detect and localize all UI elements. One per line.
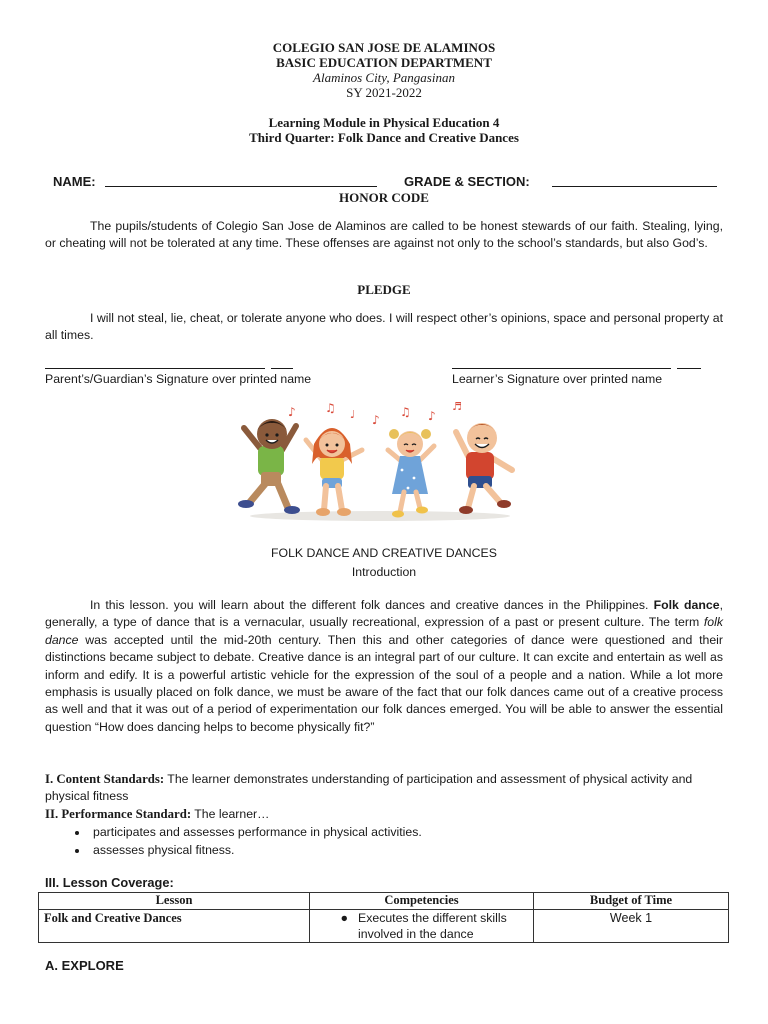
department-name: BASIC EDUCATION DEPARTMENT <box>276 55 492 70</box>
content-standards-label: I. Content Standards: <box>45 772 165 786</box>
svg-text:♬: ♬ <box>452 400 462 413</box>
explore-title: A. EXPLORE <box>45 958 124 973</box>
svg-text:♪: ♪ <box>288 405 296 419</box>
school-name: COLEGIO SAN JOSE DE ALAMINOS <box>272 40 496 55</box>
competency-item <box>310 910 528 942</box>
intro-term-italic: folk dance <box>45 615 723 647</box>
quarter-title: Third Quarter: Folk Dance and Creative Dances <box>249 130 519 145</box>
performance-standard <box>45 806 723 823</box>
intro-text-end: was accepted until the mid-20th century. Then this and other categories of dance were questioned and their distinctions became subject to debate. Creative dance is an integral part of our culture. It can excite and entertain as well as inform and edify. It is a powerful artistic vehicle for the expression of the soul of a people and a nation. While a lot more emphasis is usually placed on folk dance, we must be aware of the fact that our folk dances came out of a creative process as well and that it was out of a period of experimentation our folk dances emerged. You will be able to answer the essential question “How does dancing helps to become physically fit?” <box>45 632 723 734</box>
learner-signature-line[interactable] <box>452 368 671 369</box>
intro-subtitle: Introduction <box>351 565 417 579</box>
svg-text:♫: ♫ <box>325 401 336 415</box>
table-row <box>39 910 729 943</box>
child-boy-red-icon <box>456 423 512 514</box>
module-title: Learning Module in Physical Education 4 <box>268 115 500 130</box>
pledge-title: PLEDGE <box>357 282 411 297</box>
lesson-coverage-title: III. Lesson Coverage: <box>45 875 174 890</box>
child-girl-blue-dress-icon <box>388 429 434 518</box>
content-standards <box>45 771 723 806</box>
competency-text: Executes the different skills involved in the dance <box>358 911 507 941</box>
performance-standard-label: II. Performance Standard: <box>45 807 192 821</box>
child-girl-orange-hair-icon <box>306 428 362 516</box>
cell-lesson: Folk and Creative Dances <box>39 910 310 943</box>
school-location: Alaminos City, Pangasinan <box>313 70 455 85</box>
svg-text:♫: ♫ <box>400 405 411 419</box>
honor-code-title: HONOR CODE <box>339 190 429 205</box>
cell-competency <box>310 910 534 943</box>
performance-standard-text: The learner… <box>191 807 270 821</box>
intro-title: FOLK DANCE AND CREATIVE DANCES <box>271 546 497 560</box>
grade-section-field-line[interactable] <box>552 186 717 187</box>
intro-text-start: In this lesson. you will learn about the different folk dances and creative dances in the Philippines. <box>90 598 654 612</box>
parent-signature-label: Parent’s/Guardian’s Signature over printed name <box>45 372 312 386</box>
column-header-competencies: Competencies <box>310 893 534 910</box>
child-boy-green-icon <box>238 419 300 514</box>
learner-signature-label: Learner’s Signature over printed name <box>452 372 663 386</box>
school-year: SY 2021-2022 <box>346 85 422 100</box>
column-header-lesson: Lesson <box>39 893 310 910</box>
dancing-children-illustration <box>230 398 530 524</box>
intro-term-folk-dance: Folk dance <box>653 598 720 612</box>
list-item: • participates and assesses performance in physical activities. <box>89 823 422 841</box>
content-standards-text: The learner demonstrates understanding of participation and assessment of physical activity and physical fitness <box>45 772 693 804</box>
svg-text:♩: ♩ <box>350 408 356 421</box>
name-label: NAME: <box>53 174 96 189</box>
lesson-coverage-table <box>38 892 729 943</box>
grade-section-label: GRADE & SECTION: <box>404 174 530 189</box>
parent-signature-line[interactable] <box>45 368 265 369</box>
svg-text:♪: ♪ <box>372 413 380 427</box>
pledge-text: I will not steal, lie, cheat, or tolerate anyone who does. I will respect other’s opinions, space and personal property at all times. <box>45 311 723 343</box>
honor-code-text: The pupils/students of Colegio San Jose de Alaminos are called to be honest stewards of our faith. Stealing, lying, or cheating will not be tolerated at any time. These offenses are against not only to the school’s standards, but also God’s. <box>45 219 723 251</box>
list-item: • assesses physical fitness. <box>89 841 422 859</box>
intro-paragraph <box>45 597 723 736</box>
column-header-budget: Budget of Time <box>534 893 729 910</box>
performance-bullet-list <box>45 823 422 859</box>
music-notes-icon <box>288 400 462 427</box>
parent-date-line[interactable] <box>271 368 293 369</box>
bullet-icon: ● <box>340 911 348 925</box>
cell-budget: Week 1 <box>534 910 729 943</box>
svg-text:♪: ♪ <box>428 409 436 423</box>
learner-date-line[interactable] <box>677 368 701 369</box>
intro-text-middle: , generally, a type of dance that is a vernacular, usually recreational, expression of a past or present culture. The term <box>45 598 723 630</box>
name-field-line[interactable] <box>105 186 377 187</box>
table-header-row <box>39 893 729 910</box>
